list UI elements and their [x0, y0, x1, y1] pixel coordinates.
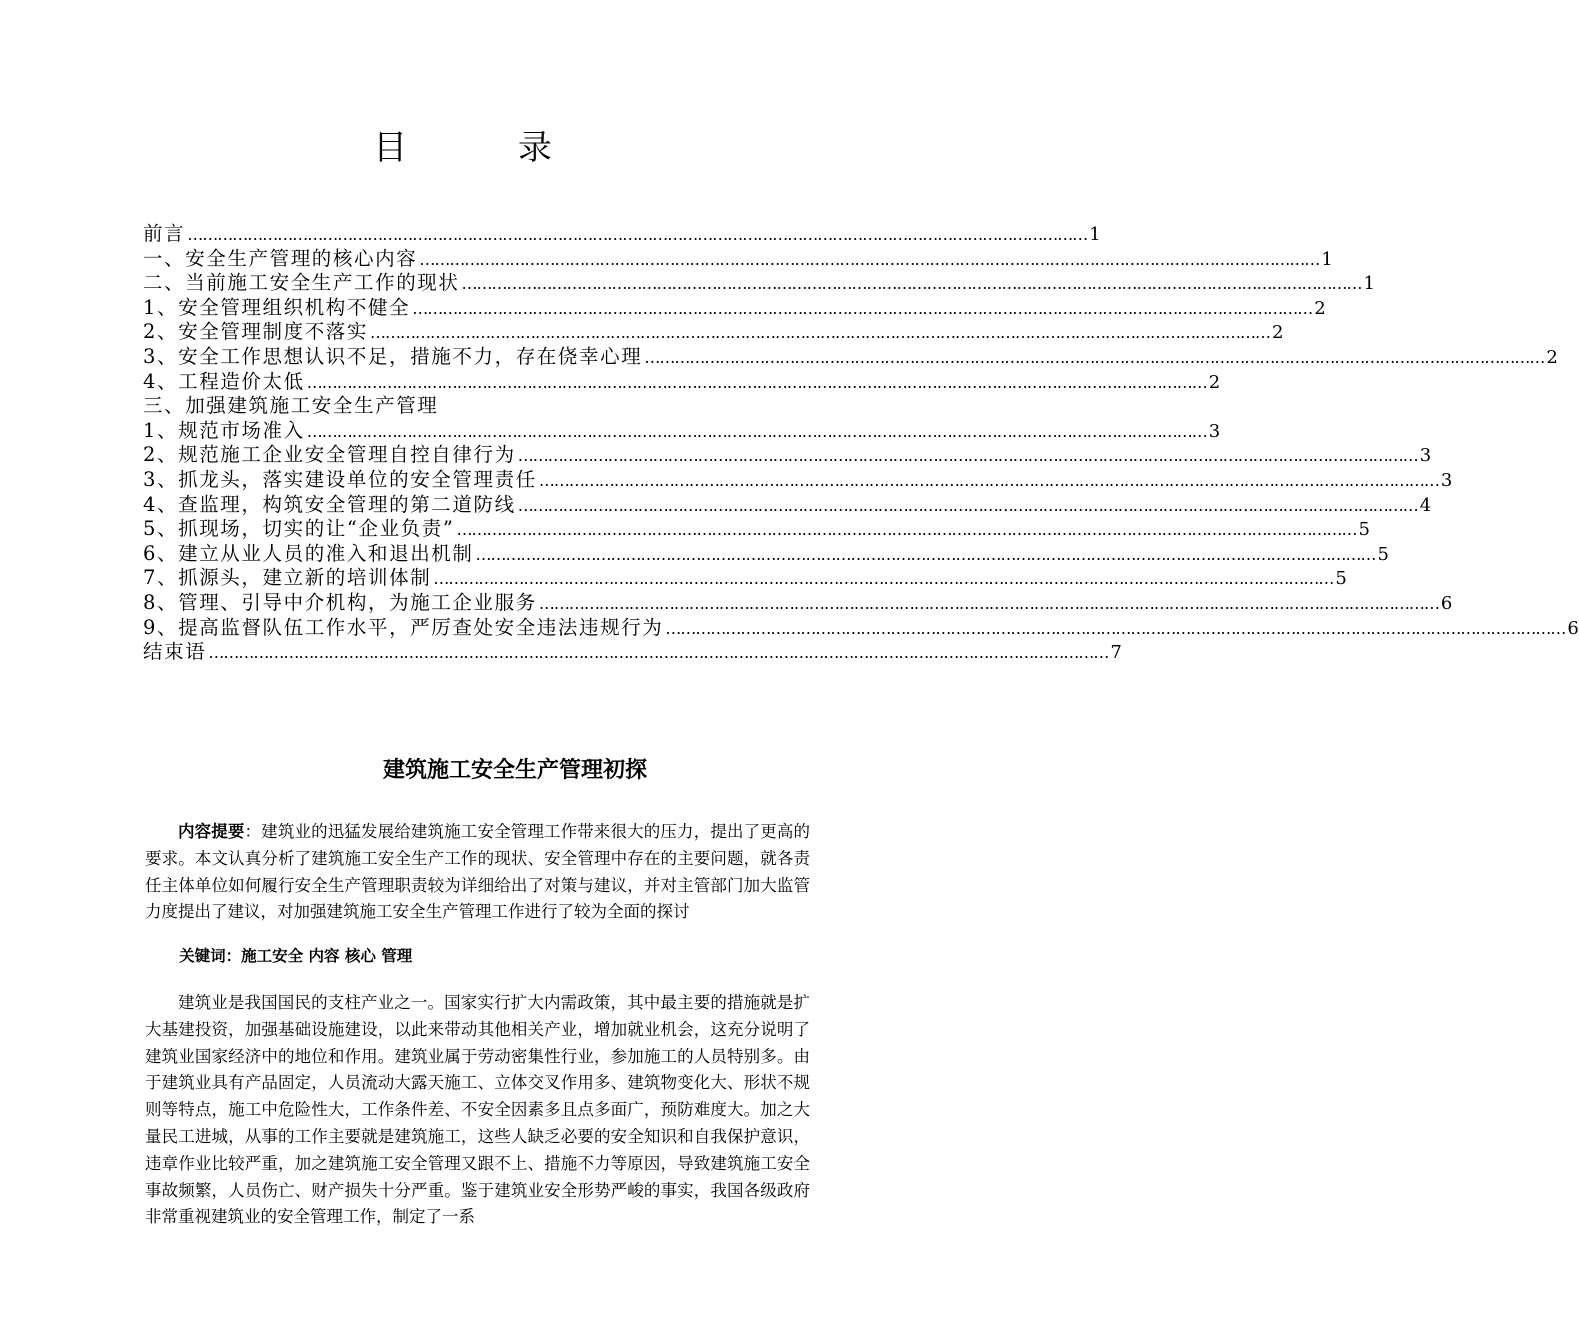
toc-entry-page: 2	[1272, 322, 1284, 344]
toc-entry-label: 结束语	[143, 640, 207, 664]
toc-dot-leader: ………………………………………………………………………………………………………………………………………………………………	[433, 569, 1334, 589]
toc-dot-leader: ………………………………………………………………………………………………………………………………………………………………	[412, 298, 1313, 318]
toc-dot-leader: ………………………………………………………………………………………………………………………………………………………………	[538, 593, 1439, 613]
keywords-line: 关键词：施工安全 内容 核心 管理	[179, 947, 413, 965]
toc-dot-leader: ………………………………………………………………………………………………………………………………………………………………	[517, 495, 1418, 515]
toc-entry-page: 2	[1208, 371, 1221, 393]
toc-entry-label: 二、当前施工安全生产工作的现状	[143, 271, 460, 295]
toc-dot-leader: ………………………………………………………………………………………………………………………………………………………………	[456, 520, 1357, 540]
article-title: 建筑施工安全生产管理初探	[382, 758, 647, 783]
toc-entry-page: 2	[1314, 297, 1326, 319]
intro-paragraph: 建筑业是我国国民的支柱产业之一。国家实行扩大内需政策，其中最主要的措施就是扩大基建投资，加强基础设施建设，以此来带动其他相关产业，增加就业机会，这充分说明了建筑业国家经济中的地位和作用。建筑业属于劳动密集性行业，参加施工的人员特别多。由于建筑业具有产品固定，人员流动大露天施工、立体交叉作用多、建筑物变化大、形状不规则等特点，施工中危险性大，工作条件差、不安全因素多且点多面广，预防难度大。加之大量民工进城，从事的工作主要就是建筑施工，这些人缺乏必要的安全知识和自我保护意识，违章作业比较严重，加之建筑施工安全管理又跟不上、措施不力等原因，导致建筑施工安全事故频繁，人员伤亡、财产损失十分严重。鉴于建筑业安全形势严峻的事实，我国各级政府非常重视建筑业的安全管理工作，制定了一系	[145, 993, 810, 1227]
toc-entry[interactable]	[143, 344, 1558, 370]
toc-entry-page: 3	[1208, 420, 1221, 442]
toc-entry-label: 1、安全管理组织机构不健全	[143, 295, 411, 319]
toc-entry[interactable]	[143, 369, 1221, 395]
toc-entry-label: 4、工程造价太低	[143, 369, 305, 393]
toc-entry[interactable]	[143, 541, 1389, 567]
toc-entry[interactable]	[143, 590, 1453, 616]
toc-dot-leader: ………………………………………………………………………………………………………………………………………………………………	[517, 446, 1418, 466]
toc-entry[interactable]	[143, 418, 1221, 444]
toc-entry-page: 1	[1363, 273, 1375, 295]
toc-entry[interactable]	[143, 222, 1101, 247]
toc-dot-leader: ………………………………………………………………………………………………………………………………………………………………	[419, 249, 1320, 269]
toc-entry-page: 7	[1110, 642, 1122, 664]
toc-entry[interactable]	[143, 492, 1432, 518]
toc-entry-label: 2、规范施工企业安全管理自控自律行为	[143, 443, 516, 467]
toc-dot-leader: ………………………………………………………………………………………………………………………………………………………………	[370, 323, 1271, 343]
toc-dot-leader: ………………………………………………………………………………………………………………………………………………………………	[475, 544, 1376, 564]
toc-entry[interactable]	[143, 640, 1122, 665]
toc-entry-label: 8、管理、引导中介机构，为施工企业服务	[143, 590, 537, 614]
table-of-contents	[143, 222, 1579, 665]
toc-entry-page: 1	[1089, 224, 1101, 245]
toc-entry-page: 2	[1546, 346, 1558, 368]
toc-dot-leader: ………………………………………………………………………………………………………………………………………………………………	[208, 643, 1109, 663]
toc-entry-page: 6	[1567, 617, 1579, 639]
abstract-text: ：建筑业的迅猛发展给建筑施工安全管理工作带来很大的压力，提出了更高的要求。本文认真分析了建筑施工安全生产工作的现状、安全管理中存在的主要问题，就各责任主体单位如何履行安全生产管理职责较为详细给出了对策与建议，并对主管部门加大监管力度提出了建议，对加强建筑施工安全生产管理工作进行了较为全面的探讨	[145, 822, 811, 922]
toc-entry-label: 9、提高监督队伍工作水平，严厉查处安全违法违规行为	[143, 615, 664, 639]
abstract-label: 内容提要	[178, 822, 245, 841]
toc-title: 目 录	[373, 128, 602, 168]
toc-entry-page: 6	[1440, 592, 1453, 614]
toc-entry-label: 4、查监理，构筑安全管理的第二道防线	[143, 492, 516, 516]
toc-entry-label: 三、加强建筑施工安全生产管理	[143, 394, 439, 418]
toc-dot-leader: ………………………………………………………………………………………………………………………………………………………………	[665, 618, 1566, 638]
toc-entry-page: 1	[1321, 248, 1333, 270]
toc-entry[interactable]	[143, 615, 1579, 641]
toc-dot-leader: ………………………………………………………………………………………………………………………………………………………………	[461, 274, 1362, 294]
toc-entry[interactable]	[143, 394, 768, 419]
toc-dot-leader: ………………………………………………………………………………………………………………………………………………………………	[538, 470, 1439, 490]
toc-entry-label: 7、抓源头，建立新的培训体制	[143, 566, 432, 590]
toc-dot-leader: ………………………………………………………………………………………………………………………………………………………………	[306, 421, 1207, 441]
toc-entry[interactable]	[143, 443, 1432, 468]
toc-entry-label: 3、抓龙头，落实建设单位的安全管理责任	[143, 467, 537, 491]
toc-entry-label: 5、抓现场，切实的让“企业负责”	[143, 517, 455, 541]
toc-entry[interactable]	[143, 246, 1333, 272]
toc-entry[interactable]	[143, 467, 1453, 493]
toc-entry[interactable]	[143, 517, 1370, 542]
toc-entry[interactable]	[143, 320, 1284, 345]
toc-entry[interactable]	[143, 271, 1375, 296]
toc-entry-page: 3	[1419, 445, 1432, 467]
toc-entry-page: 5	[1358, 519, 1370, 541]
toc-entry-label: 6、建立从业人员的准入和退出机制	[143, 541, 474, 565]
abstract-paragraph	[145, 819, 810, 926]
toc-entry-label: 一、安全生产管理的核心内容	[143, 246, 418, 270]
toc-dot-leader: ………………………………………………………………………………………………………………………………………………………………	[306, 372, 1207, 392]
toc-entry-label: 3、安全工作思想认识不足，措施不力，存在侥幸心理	[143, 344, 643, 368]
toc-dot-leader: ………………………………………………………………………………………………………………………………………………………………	[187, 225, 1088, 244]
toc-entry-label: 2、安全管理制度不落实	[143, 320, 369, 344]
toc-dot-leader: ………………………………………………………………………………………………………………………………………………………………	[644, 347, 1545, 367]
toc-entry-page: 3	[1440, 469, 1453, 491]
toc-entry-page: 5	[1335, 568, 1347, 590]
toc-entry-page: 5	[1377, 543, 1389, 565]
toc-entry-label: 前言	[143, 222, 186, 245]
toc-entry-label: 1、规范市场准入	[143, 418, 305, 442]
toc-entry-page: 4	[1419, 494, 1432, 516]
toc-entry[interactable]	[143, 295, 1326, 321]
toc-entry[interactable]	[143, 566, 1347, 591]
